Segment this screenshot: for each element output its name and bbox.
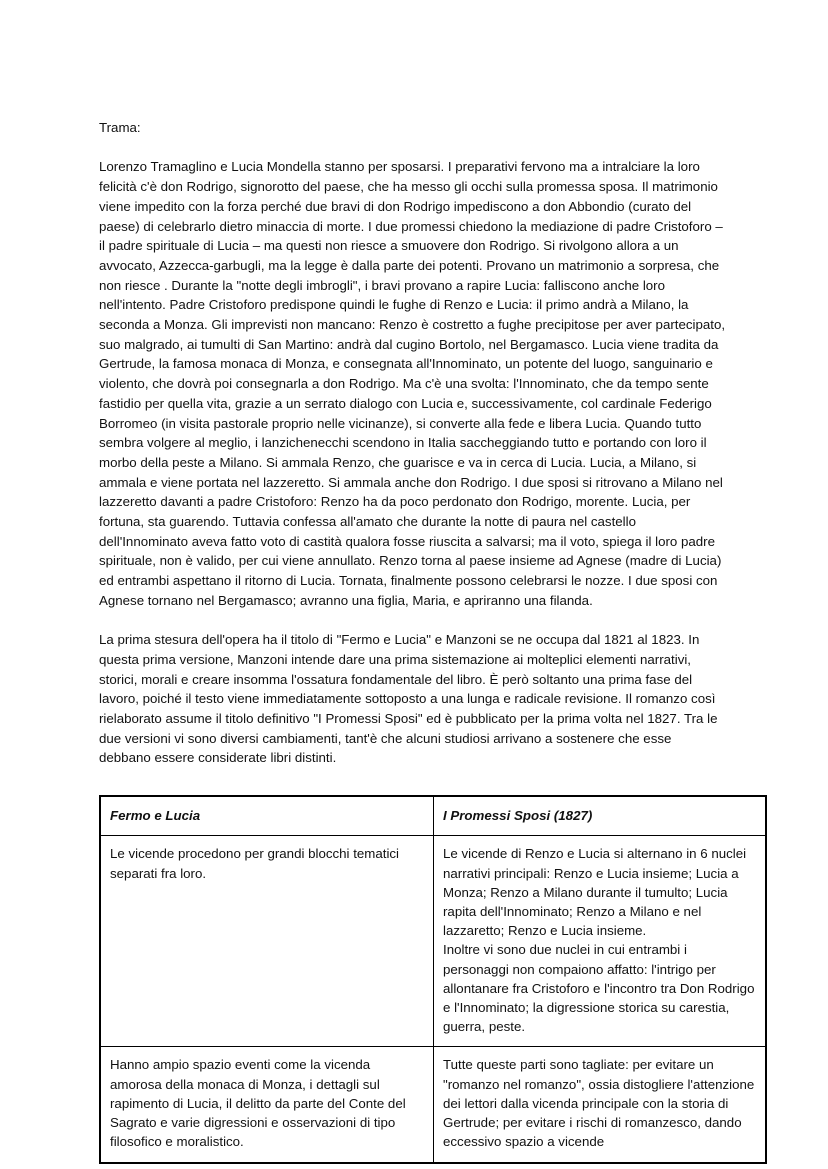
section-heading: Trama: (99, 120, 141, 135)
table-cell-right-1 (434, 836, 767, 1047)
table-cell-right-1-part2: Inoltre vi sono due nuclei in cui entrambi i personaggi non compaiono affatto: l'intrigo per allontanare fra Cristoforo e l'incontro tra Don Rodrigo e l'Innominato; la digressione storica su carestia, guerra, peste. (443, 942, 755, 1035)
comparison-table (99, 795, 767, 1164)
table-header-row (100, 796, 766, 836)
table-cell-right-2: Tutte queste parti sono tagliate: per evitare un "romanzo nel romanzo", ossia distogliere l'attenzione dei lettori dalla vicenda principale con la storia di Gertrude; per evitare i rischi di romanzesco, dando eccessivo spazio a vicende (434, 1047, 767, 1164)
table-row (100, 836, 766, 1047)
editorial-history-paragraph: La prima stesura dell'opera ha il titolo di "Fermo e Lucia" e Manzoni se ne occupa dal 1821 al 1823. In questa prima versione, Manzoni intende dare una prima sistemazione ai molteplici elementi narrativi, storici, morali e creare insomma l'ossatura fondamentale del libro. È però soltanto una prima fase del lavoro, poiché il testo viene immediatamente sottoposto a una lunga e radicale revisione. Il romanzo così rielaborato assume il titolo definitivo "I Promessi Sposi" ed è pubblicato per la prima volta nel 1827. Tra le due versioni vi sono diversi cambiamenti, tant'è che alcuni studiosi arrivano a sostenere che esse debbano essere considerate libri distinti. (99, 632, 718, 766)
table-cell-left-2: Hanno ampio spazio eventi come la vicenda amorosa della monaca di Monza, i dettagli sul rapimento di Lucia, il delitto da parte del Conte del Sagrato e varie digressioni e osservazioni di tipo filosofico e moralistico. (100, 1047, 434, 1164)
document-content (99, 118, 755, 1164)
table-row (100, 1047, 766, 1164)
table-cell-right-1-part1: Le vicende di Renzo e Lucia si alternano in 6 nuclei narrativi principali: Renzo e Lucia insieme; Lucia a Monza; Renzo a Milano durante il tumulto; Lucia rapita dell'Innominato; Renzo a Milano e nel lazzaretto; Renzo e Lucia insieme. (443, 846, 747, 939)
table-cell-left-1: Le vicende procedono per grandi blocchi tematici separati fra loro. (100, 836, 434, 1047)
table-header-fermo-e-lucia: Fermo e Lucia (100, 796, 434, 836)
table-header-promessi-sposi: I Promessi Sposi (1827) (434, 796, 767, 836)
plot-summary-paragraph: Lorenzo Tramaglino e Lucia Mondella stanno per sposarsi. I preparativi fervono ma a intralciare la loro felicità c'è don Rodrigo, signorotto del paese, che ha messo gli occhi sulla promessa sposa. Il matrimonio viene impedito con la forza perché due bravi di don Rodrigo impediscono a don Abbondio (curato del paese) di celebrarlo dietro minaccia di morte. I due promessi chiedono la mediazione di padre Cristoforo – il padre spirituale di Lucia – ma questi non riesce a smuovere don Rodrigo. Si rivolgono allora a un avvocato, Azzecca-garbugli, ma la legge è dalla parte dei potenti. Provano un matrimonio a sorpresa, che non riesce . Durante la "notte degli imbrogli", i bravi provano a rapire Lucia: falliscono anche loro nell'intento. Padre Cristoforo predispone quindi le fughe di Renzo e Lucia: il primo andrà a Milano, la seconda a Monza. Gli imprevisti non mancano: Renzo è costretto a fughe precipitose per aver partecipato, suo malgrado, ai tumulti di San Martino: andrà dal cugino Bortolo, nel Bergamasco. Lucia viene tradita da Gertrude, la famosa monaca di Monza, e consegnata all'Innominato, un potente del luogo, sanguinario e violento, che dovrà poi consegnarla a don Rodrigo. Ma c'è una svolta: l'Innominato, che da tempo sente fastidio per quella vita, grazie a un serrato dialogo con Lucia e, successivamente, col cardinale Federigo Borromeo (in visita pastorale proprio nelle vicinanze), si converte alla fede e libera Lucia. Quando tutto sembra volgere al meglio, i lanzichenecchi scendono in Italia saccheggiando tutto e portando con loro il morbo della peste a Milano. Si ammala Renzo, che guarisce e va in cerca di Lucia. Lucia, a Milano, si ammala e viene portata nel lazzeretto. Si ammala anche don Rodrigo. I due sposi si ritrovano a Milano nel lazzeretto davanti a padre Cristoforo: Renzo ha da poco perdonato don Rodrigo, morente. Lucia, per fortuna, sta guarendo. Tuttavia confessa all'amato che durante la notte di paura nel castello dell'Innominato aveva fatto voto di castità qualora fosse riuscita a salvarsi; ma il voto, spiega il loro padre spirituale, non è valido, per cui viene annullato. Renzo torna al paese insieme ad Agnese (madre di Lucia) ed entrambi aspettano il ritorno di Lucia. Tornata, finalmente possono celebrarsi le nozze. I due sposi con Agnese tornano nel Bergamasco; avranno una figlia, Maria, e apriranno una filanda. (99, 159, 726, 608)
